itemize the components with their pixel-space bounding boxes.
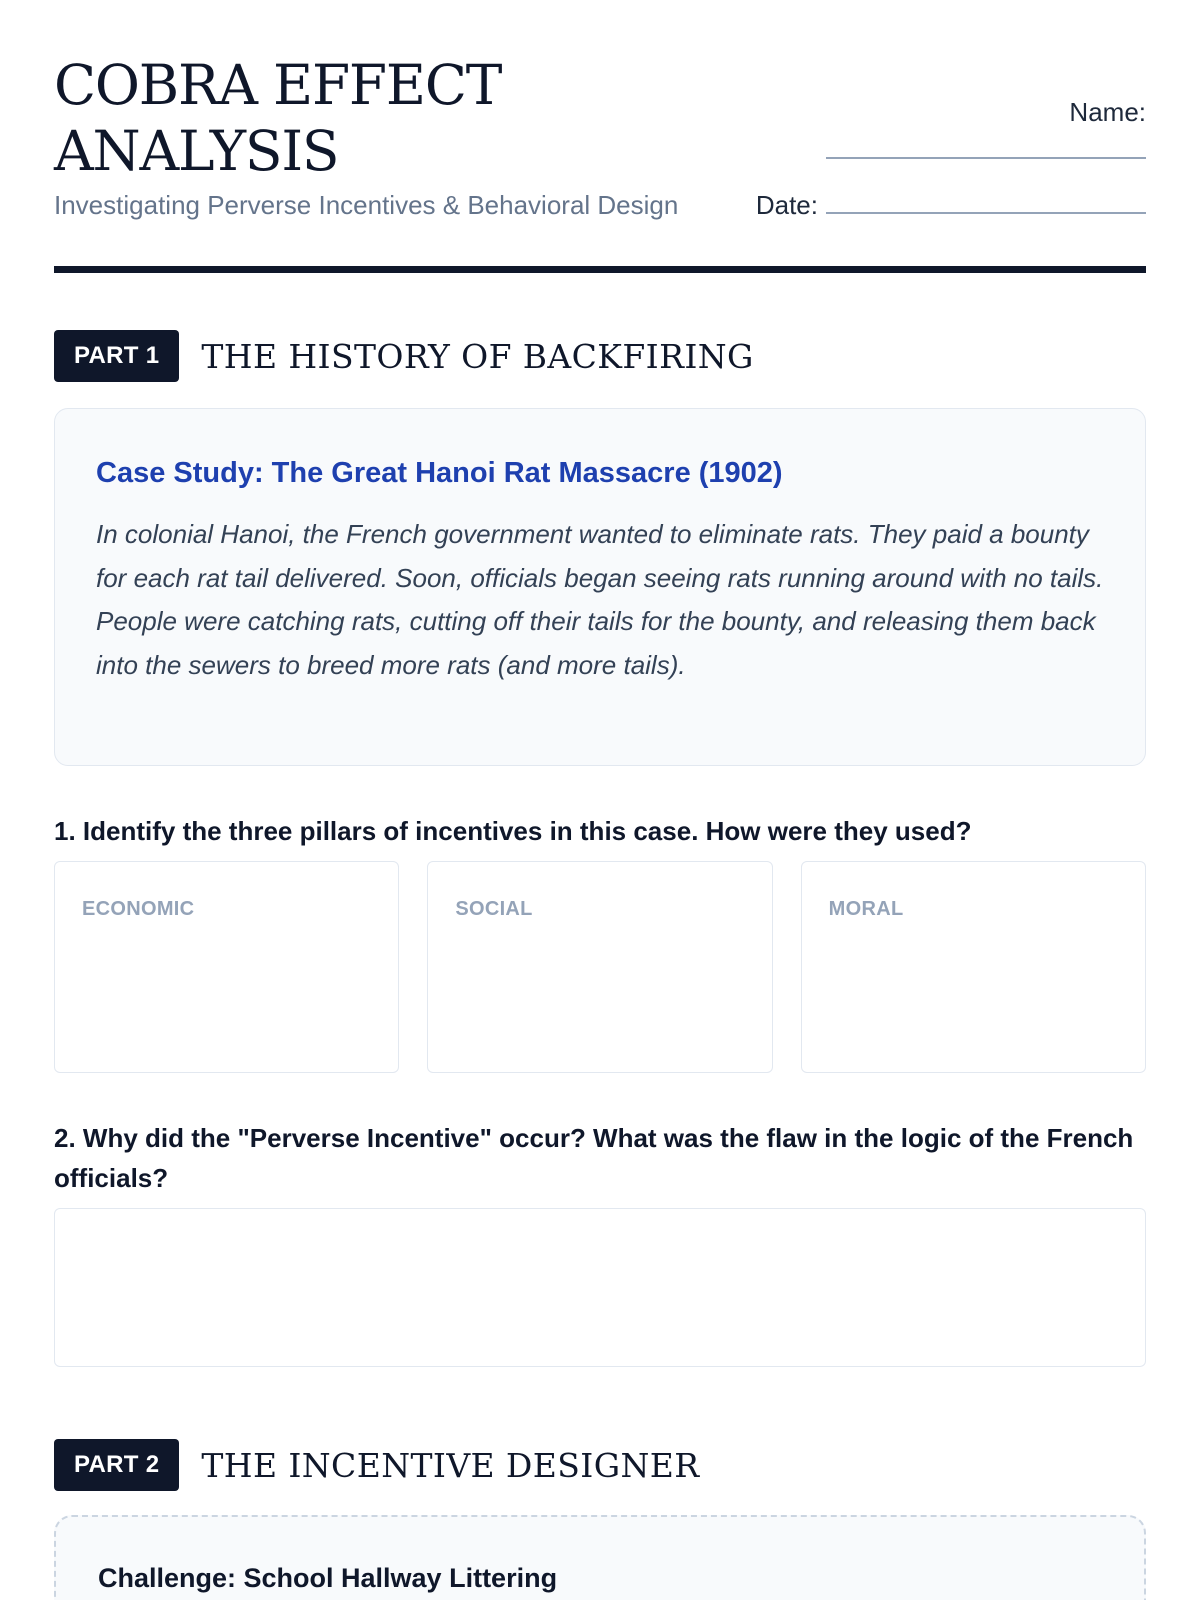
part1-heading bbox=[54, 330, 754, 382]
moral-answer-box[interactable] bbox=[801, 861, 1146, 1073]
case-study-body: In colonial Hanoi, the French government wanted to eliminate rats. They paid a bounty for each rat tail delivered. Soon, officials began seeing rats running around with no tails. People were catching rats, cutting off their tails for the bounty, and releasing them back into the sewers to breed more rats (and more tails). bbox=[96, 519, 1104, 680]
part2-badge: PART 2 bbox=[54, 1439, 179, 1491]
question-2-answer-box[interactable] bbox=[54, 1208, 1146, 1367]
social-answer-box[interactable] bbox=[427, 861, 772, 1073]
case-study-box bbox=[54, 408, 1146, 766]
pillars-answer-grid bbox=[54, 861, 1146, 1073]
question-1: 1. Identify the three pillars of incentives in this case. How were they used? bbox=[54, 816, 972, 846]
economic-answer-box[interactable] bbox=[54, 861, 399, 1073]
moral-label: MORAL bbox=[828, 898, 904, 920]
worksheet-header bbox=[54, 0, 1146, 273]
question-2: 2. Why did the "Perverse Incentive" occur? What was the flaw in the logic of the French officials? bbox=[54, 1123, 1134, 1193]
challenge-box bbox=[54, 1515, 1146, 1600]
social-label: SOCIAL bbox=[455, 898, 533, 920]
case-study-title: Case Study: The Great Hanoi Rat Massacre (1902) bbox=[96, 457, 783, 489]
part2-heading bbox=[54, 1439, 700, 1491]
part2-title: THE INCENTIVE DESIGNER bbox=[201, 1445, 700, 1485]
header-divider bbox=[54, 266, 1146, 273]
part1-badge: PART 1 bbox=[54, 330, 179, 382]
name-label: Name: bbox=[1069, 97, 1146, 127]
worksheet-title: COBRA EFFECT ANALYSIS bbox=[54, 53, 502, 183]
date-field-row bbox=[756, 188, 1146, 222]
date-label: Date: bbox=[755, 190, 818, 220]
student-info-fields bbox=[736, 95, 1146, 220]
economic-label: ECONOMIC bbox=[82, 898, 195, 920]
name-field-row bbox=[736, 95, 1146, 159]
worksheet-subtitle: Investigating Perverse Incentives & Behavioral Design bbox=[54, 190, 679, 220]
part1-title: THE HISTORY OF BACKFIRING bbox=[201, 336, 754, 376]
challenge-title: Challenge: School Hallway Littering bbox=[98, 1563, 558, 1593]
date-input-line[interactable] bbox=[826, 212, 1146, 214]
name-input-line[interactable] bbox=[826, 157, 1146, 159]
